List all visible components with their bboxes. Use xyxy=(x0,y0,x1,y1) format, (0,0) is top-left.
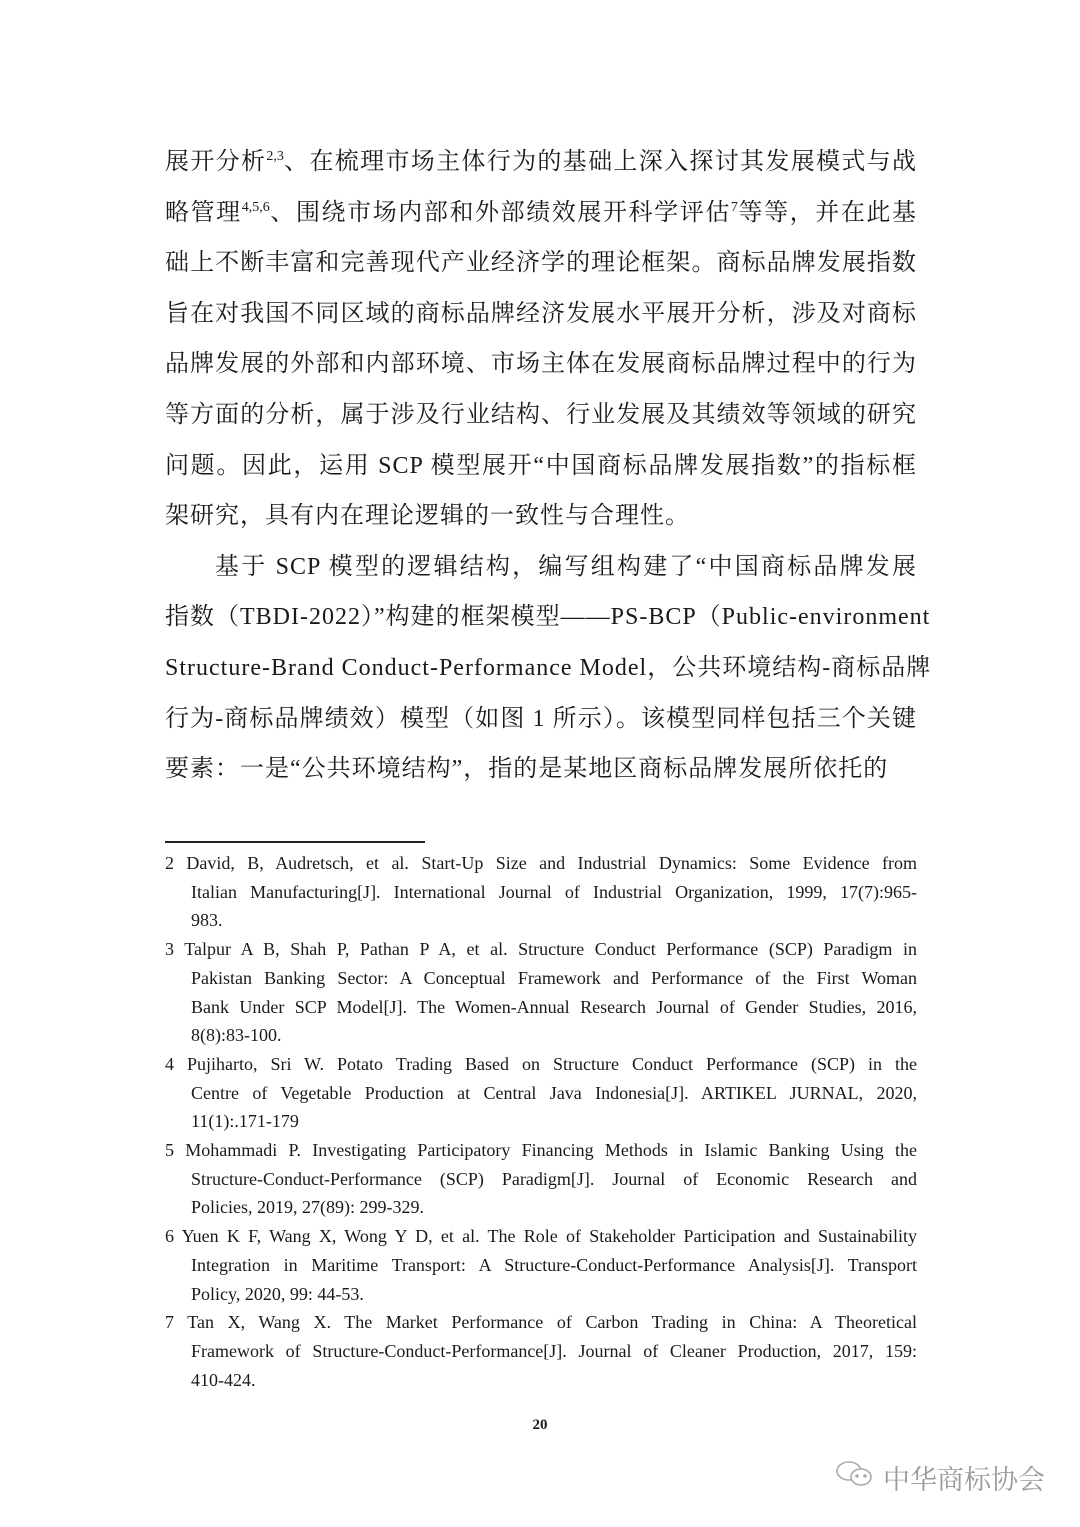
footnote-line: 983. xyxy=(191,910,223,931)
body-line xyxy=(165,651,932,685)
footnote-line: Pakistan Banking Sector: A Conceptual Framework and Performance of the First Woman xyxy=(191,967,917,988)
text-run: 、围绕市场内部和外部绩效展开科学评估 xyxy=(269,199,731,226)
body-line xyxy=(165,398,917,432)
body-line xyxy=(165,449,917,483)
wechat-icon xyxy=(835,1459,875,1496)
body-line xyxy=(165,347,917,381)
footnote-ref: 2,3 xyxy=(266,149,284,164)
watermark xyxy=(835,1458,1045,1497)
footnote-line: 410-424. xyxy=(191,1369,256,1390)
footnote-line: 4 Pujiharto, Sri W. Potato Trading Based on Structure Conduct Performance (SCP) in the xyxy=(165,1053,917,1074)
footnote-line: Centre of Vegetable Production at Central Java Indonesia[J]. ARTIKEL JURNAL, 2020, xyxy=(191,1082,917,1103)
text-run: 基于 SCP 模型的逻辑结构，编写组构建了“中国商标品牌发展 xyxy=(215,553,917,580)
footnote-line: Framework of Structure-Conduct-Performance[J]. Journal of Cleaner Production, 2017, 159: xyxy=(191,1340,917,1361)
footnote-line: Policies, 2019, 27(89): 299-329. xyxy=(191,1197,424,1218)
footnote-separator xyxy=(165,841,425,843)
text-run: 问题。因此，运用 SCP 模型展开“中国商标品牌发展指数”的指标框 xyxy=(165,452,917,479)
footnote-line: 11(1):.171-179 xyxy=(191,1111,299,1132)
footnote-line: Policy, 2020, 99: 44-53. xyxy=(191,1283,364,1304)
body-line xyxy=(165,600,931,634)
body-line xyxy=(165,145,917,179)
footnote-line: 6 Yuen K F, Wang X, Wong Y D, et al. The Role of Stakeholder Participation and Sustainability xyxy=(165,1226,917,1247)
body-line xyxy=(165,499,917,533)
text-run: 略管理 xyxy=(165,199,242,226)
footnote-line: 3 Talpur A B, Shah P, Pathan P A, et al. Structure Conduct Performance (SCP) Paradigm in xyxy=(165,939,917,960)
page-number: 20 xyxy=(532,1417,548,1433)
text-run: 行为-商标品牌绩效）模型（如图 1 所示）。该模型同样包括三个关键 xyxy=(165,705,917,732)
text-run: 、在梳理市场主体行为的基础上深入探讨其发展模式与战 xyxy=(283,149,918,175)
footnote-line: 2 David, B, Audretsch, et al. Start-Up Size and Industrial Dynamics: Some Evidence from xyxy=(165,853,917,873)
text-run: 架研究，具有内在理论逻辑的一致性与合理性。 xyxy=(165,503,690,530)
text-run: 础上不断丰富和完善现代产业经济学的理论框架。商标品牌发展指数 xyxy=(165,250,917,277)
footnote-line: 5 Mohammadi P. Investigating Participatory Financing Methods in Islamic Banking Using the xyxy=(165,1140,917,1160)
footnote-ref: 4,5,6 xyxy=(241,199,270,215)
text-run: Structure-Brand Conduct-Performance Model，公共环境结构-商标品牌 xyxy=(165,655,932,681)
footnote-line: Structure-Conduct-Performance (SCP) Paradigm[J]. Journal of Economic Research and xyxy=(191,1168,917,1189)
body-line xyxy=(215,550,917,584)
text-run: 指数（TBDI-2022）”构建的框架模型——PS-BCP（Public-environment xyxy=(165,604,931,631)
body-line xyxy=(165,752,917,786)
footnote-line: Italian Manufacturing[J]. International Journal of Industrial Organization, 1999, 17(7):965- xyxy=(191,881,917,902)
footnote-line: 8(8):83-100. xyxy=(191,1025,282,1046)
body-line xyxy=(165,246,917,280)
text-run: 等等，并在此基 xyxy=(737,199,918,226)
text-run: 旨在对我国不同区域的商标品牌经济发展水平展开分析，涉及对商标 xyxy=(165,300,917,327)
body-line xyxy=(165,702,917,736)
body-line xyxy=(165,196,917,230)
text-run: 等方面的分析，属于涉及行业结构、行业发展及其绩效等领域的研究 xyxy=(165,402,917,428)
footnote-ref: 7 xyxy=(730,199,738,215)
text-run: 品牌发展的外部和内部环境、市场主体在发展商标品牌过程中的行为 xyxy=(165,351,917,378)
footnote-line: Integration in Maritime Transport: A Structure-Conduct-Performance Analysis[J]. Transport xyxy=(191,1254,917,1275)
watermark-text: 中华商标协会 xyxy=(883,1465,1045,1496)
text-run: 展开分析 xyxy=(165,149,267,175)
body-line xyxy=(165,297,917,331)
footnote-line: 7 Tan X, Wang X. The Market Performance of Carbon Trading in China: A Theoretical xyxy=(165,1312,917,1333)
footnote-line: Bank Under SCP Model[J]. The Women-Annual Research Journal of Gender Studies, 2016, xyxy=(191,996,917,1017)
text-run: 要素：一是“公共环境结构”，指的是某地区商标品牌发展所依托的 xyxy=(165,756,889,783)
